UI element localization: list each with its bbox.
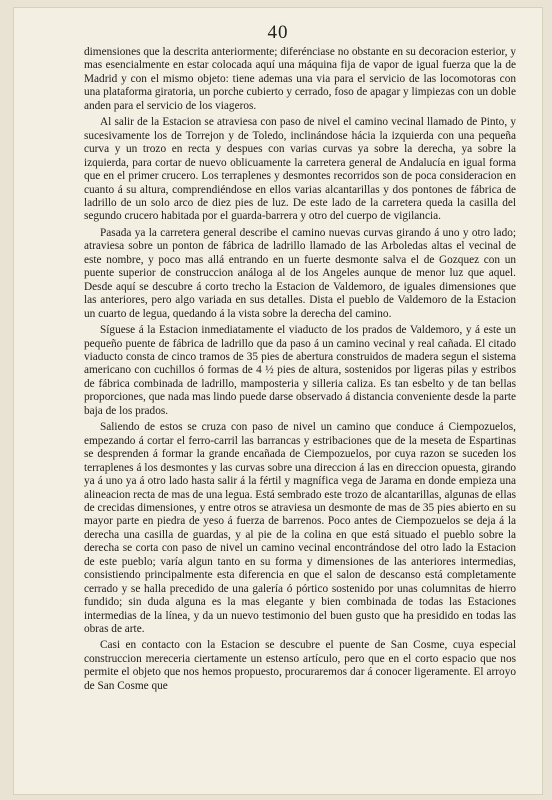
paragraph: dimensiones que la descrita anteriormente; diferénciase no obstante en su decoracion esterior, y mas esencialmente en estar colocada aquí una máquina fija de vapor de igual fuerza que la de Madrid y con el mismo objeto: tiene ademas una via para el servicio de las locomotoras con una plataforma giratoria, un porche cubierto y cerrado, foso de apagar y limpiezas con un doble anden para el servicio de los viageros. [84, 46, 516, 112]
paragraph: Saliendo de estos se cruza con paso de nivel un camino que conduce á Ciempozuelos, empezando á cortar el ferro-carril las barrancas y estribaciones que de la meseta de Espartinas se desprenden á formar la grande encañada de Ciempozuelos, por cuya razon se suceden los terraplenes á los desmontes y las curvas sobre una direccion á las en direccion opuesta, girando ya á uno ya á otro lado hasta salir á la fértil y magnífica vega de Jarama en donde empieza una alineacion recta de mas de una legua. Está sembrado este trozo de alcantarillas, algunas de ellas de crecidas dimensiones, y entre otros se atraviesa un desmonte de mas de 35 pies abierto en su mayor parte en piedra de yeso á fuerza de barrenos. Poco antes de Ciempozuelos se deja á la derecha una casilla de guardas, y al pie de la colina en que está situado el pueblo sobre la derecha se corta con paso de nivel un camino vecinal encontrándose del otro lado la Estacion de este pueblo; varía algun tanto en su forma y dimensiones de las anteriores intermedias, consistiendo principalmente esta diferencia en que el salon de descanso está completamente cerrado y se halla precedido de una galería ó pórtico sostenido por unas columnitas de hierro fundido; sin duda alguna es la mas elegante y bien combinada de todas las Estaciones intermedias de la línea, y da un nuevo testimonio del buen gusto que ha presidido en todas las obras de arte. [84, 421, 516, 636]
paragraph: Casi en contacto con la Estacion se descubre el puente de San Cosme, cuya especial construccion mereceria ciertamente un estenso artículo, pero que en el corto espacio que nos permite el objeto que nos hemos propuesto, procuraremos dar á conocer ligeramente. El arroyo de San Cosme que [84, 639, 516, 692]
paragraph: Síguese á la Estacion inmediatamente el viaducto de los prados de Valdemoro, y á este un pequeño puente de fábrica de ladrillo que da paso á un camino vecinal y real cañada. El citado viaducto consta de cinco tramos de 35 pies de abertura construidos de madera segun el sistema americano con cuchillos ó formas de 4 ½ pies de altura, sostenidos por ligeras pilas y estribos de fábrica combinada de ladrillo, mamposteria y silleria caliza. Es tan esbelto y de tan bellas proporciones, que nada mas lindo puede darse observado á distancia conveniente desde la parte baja de los prados. [84, 324, 516, 417]
paragraph: Pasada ya la carretera general describe el camino nuevas curvas girando á uno y otro lado; atraviesa sobre un ponton de fábrica de ladrillo llamado de las Arboledas altas el vecinal de este nombre, y poco mas allá entrando en un fuerte desmonte salva el de Gozquez con un puente superior de construccion análoga al de los Angeles aunque de menor luz que aquel. Desde aquí se descubre á corto trecho la Estacion de Valdemoro, de iguales dimensiones que las anteriores, pero algo variada en sus detalles. Dista el pueblo de Valdemoro de la Estacion un cuarto de legua, quedando á la vista sobre la derecha del camino. [84, 226, 516, 320]
body-text [84, 46, 516, 696]
book-page [14, 8, 542, 794]
paragraph: Al salir de la Estacion se atraviesa con paso de nivel el camino vecinal llamado de Pinto, y sucesivamente los de Torrejon y de Toledo, inclinándose hácia la izquierda con una pequeña curva y un trozo en recta y despues con varias curvas ya sobre la derecha, ya sobre la izquierda, para cortar de nuevo oblicuamente la carretera general de Andalucía en igual forma que en el primer crucero. Los terraplenes y desmontes recorridos son de poca consideracion en cuanto á su altura, comprendiéndose en ellos varias alcantarillas y dos pontones de fábrica de ladrillo de un solo arco de diez pies de luz. De este lado de la carretera queda la casilla del segundo crucero habitada por el guarda-barrera y otro del cuerpo de vigilancia. [84, 116, 516, 223]
page-number: 40 [267, 22, 289, 43]
